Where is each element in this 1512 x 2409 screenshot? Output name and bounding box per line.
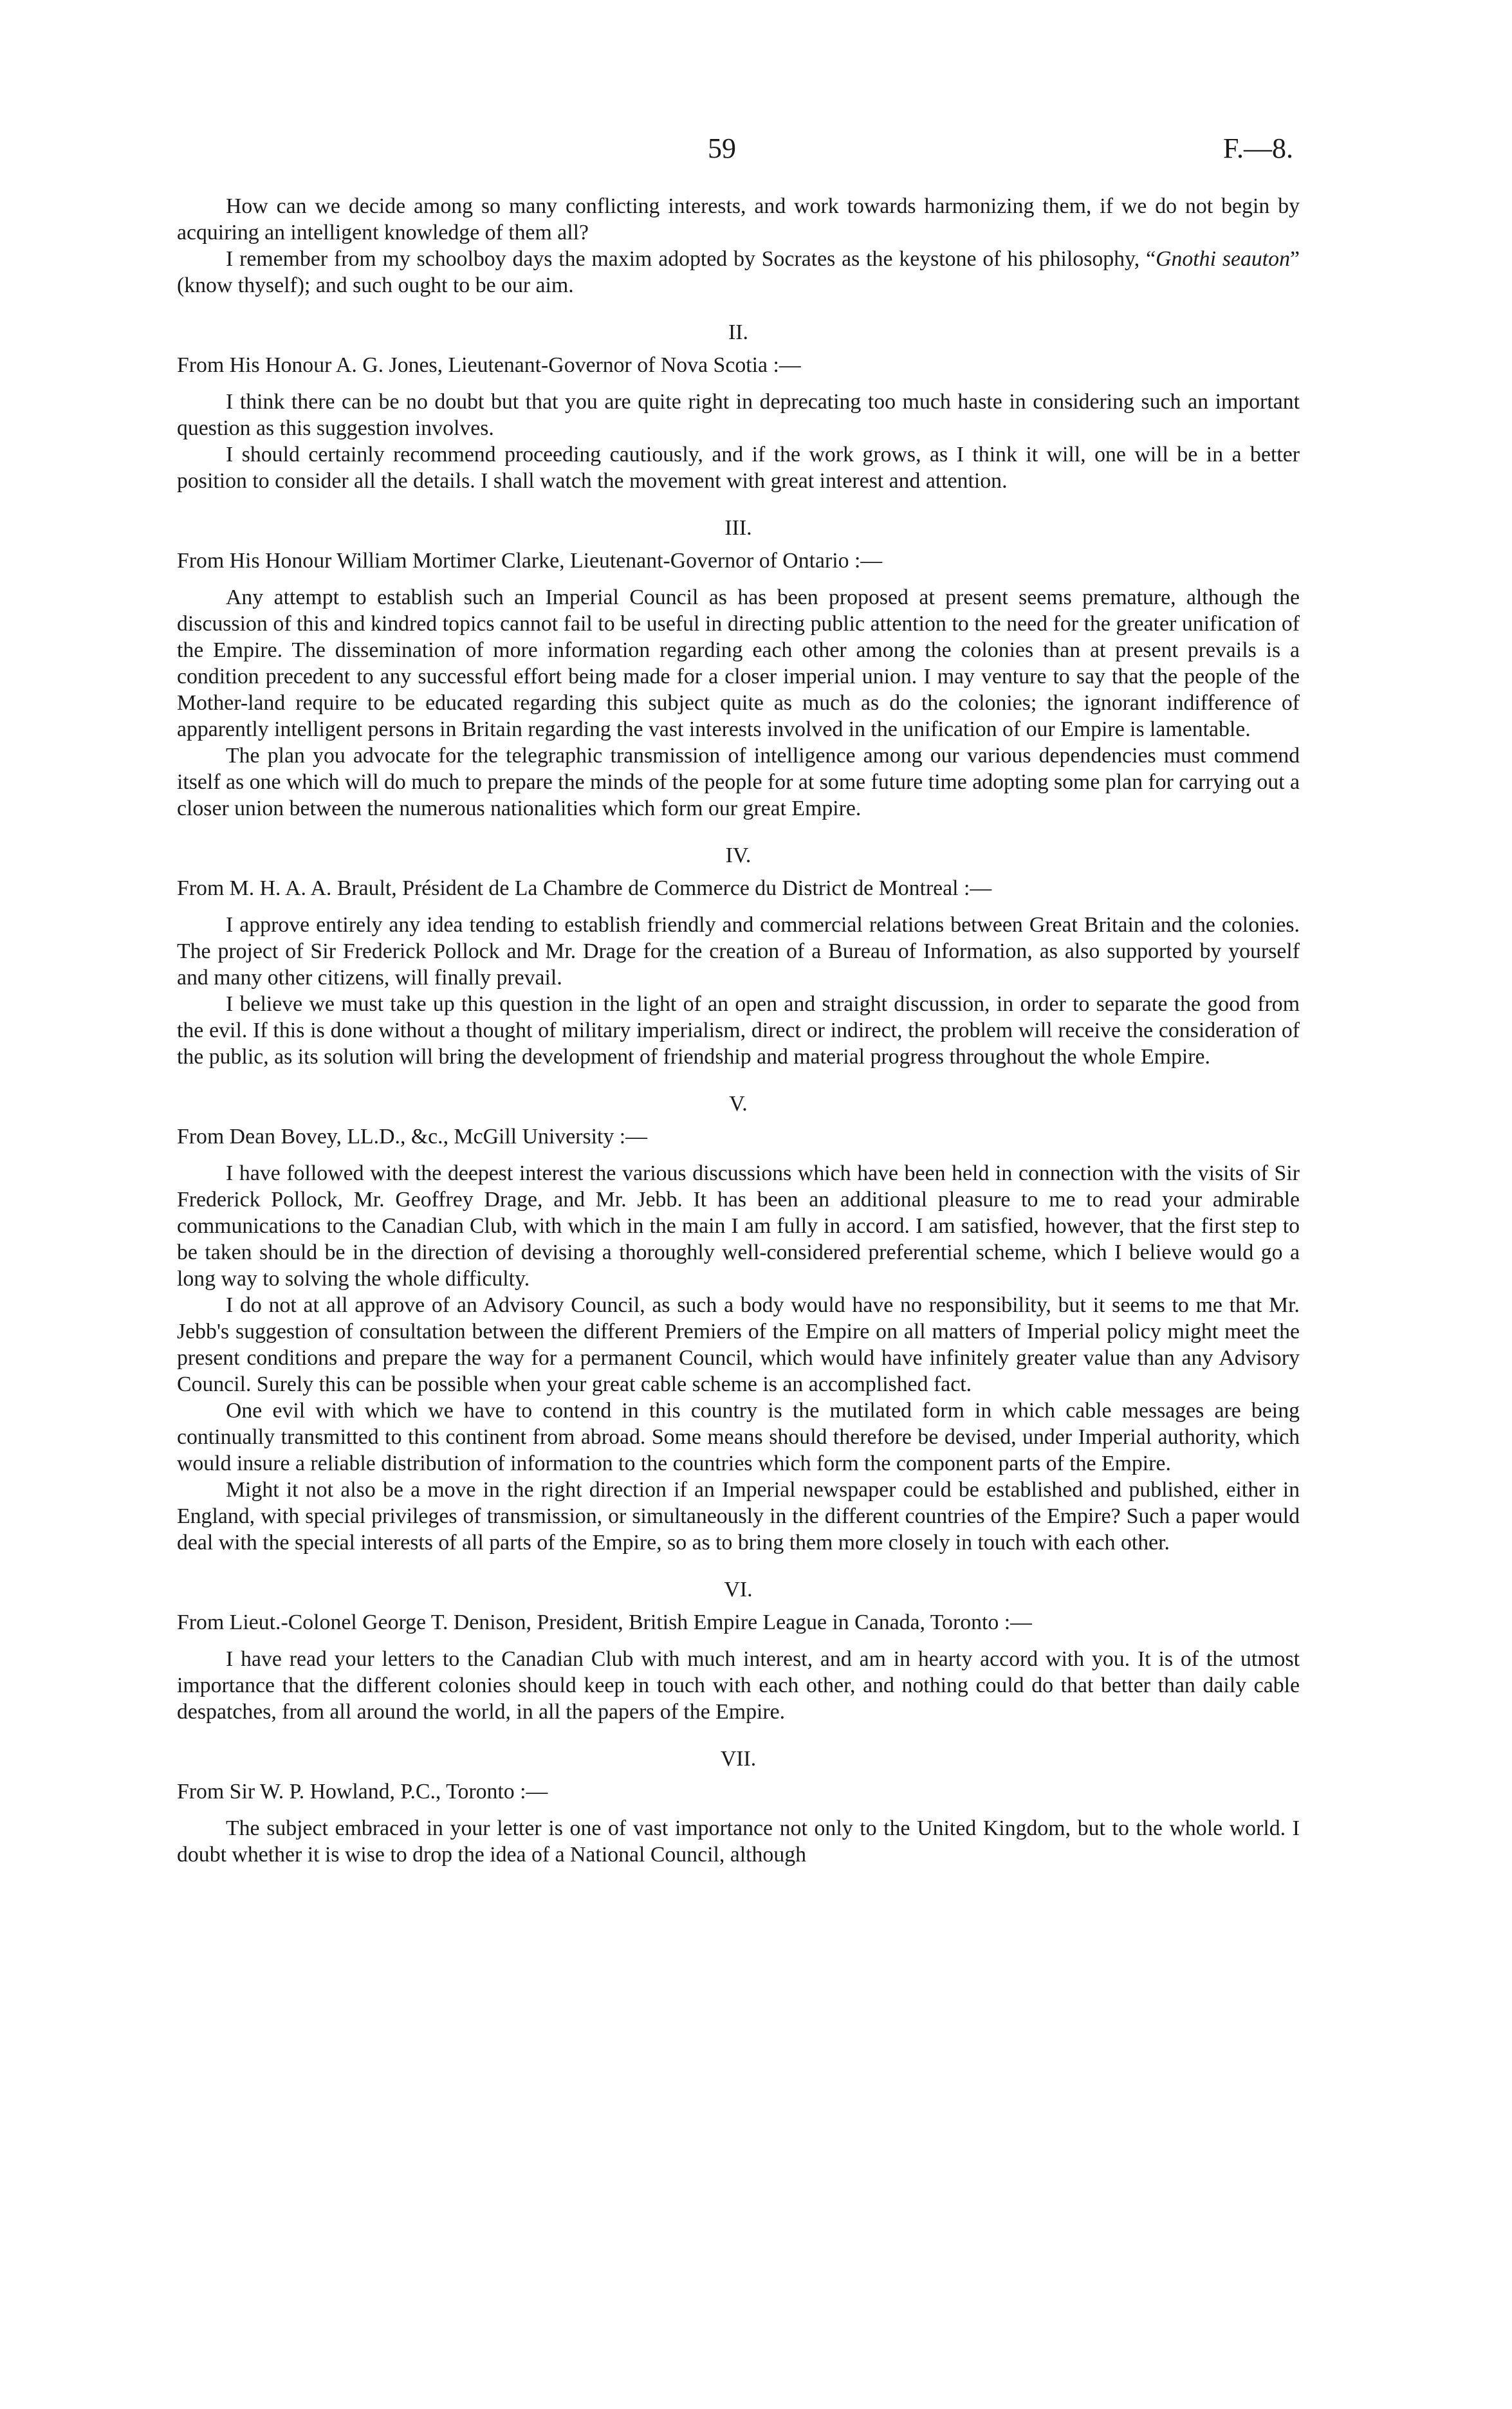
body-text xyxy=(177,193,1300,1868)
intro-paragraph xyxy=(177,246,1300,299)
letter-source: From His Honour A. G. Jones, Lieutenant-Governor of Nova Scotia :— xyxy=(177,353,801,377)
section-numeral: II. xyxy=(728,320,748,344)
letter-source: From Dean Bovey, LL.D., &c., McGill University :— xyxy=(177,1125,647,1149)
page-header xyxy=(0,132,1512,171)
section-numeral: V. xyxy=(729,1092,748,1116)
paragraph: I have followed with the deepest interest the various discussions which have been held in connection with the visits of Sir Frederick Pollock, Mr. Geoffrey Drage, and Mr. Jebb. It has been an additional pleasure to me to read your admirable communications to the Canadian Club, with which in the main I am fully in accord. I am satisfied, however, that the first step to be taken should be in the direction of devising a thoroughly well-considered preferential scheme, which I believe would go a long way to solving the whole difficulty. xyxy=(177,1161,1300,1291)
paragraph: I think there can be no doubt but that you are quite right in deprecating too much haste in considering such an important question as this suggestion involves. xyxy=(177,390,1300,440)
section-numeral: IV. xyxy=(725,844,751,867)
text-run: I remember from my schoolboy days the maxim adopted by Socrates as the keystone of his philosophy, “ xyxy=(226,247,1156,271)
letter-source: From Lieut.-Colonel George T. Denison, President, British Empire League in Canada, Toronto :— xyxy=(177,1611,1032,1634)
italic-phrase: Gnothi seauton xyxy=(1156,247,1290,271)
paragraph: I have read your letters to the Canadian Club with much interest, and am in hearty accord with you. It is of the utmost importance that the different colonies should keep in touch with each other, and nothing could do that better than daily cable despatches, from all around the world, in all the papers of the Empire. xyxy=(177,1647,1300,1724)
paragraph: I believe we must take up this question in the light of an open and straight discussion, in order to separate the good from the evil. If this is done without a thought of military imperialism, direct or indirect, the problem will receive the consideration of the public, as its solution will bring the development of friendship and material progress throughout the whole Empire. xyxy=(177,992,1300,1069)
text-run: ” (know thyself); and such ought to be our aim. xyxy=(177,247,1300,297)
paragraph: The plan you advocate for the telegraphic transmission of intelligence among our various dependencies must commend itself as one which will do much to prepare the minds of the people for at some future time adopting some plan for carrying out a closer union between the numerous nationalities which form our great Empire. xyxy=(177,744,1300,820)
letter-source: From Sir W. P. Howland, P.C., Toronto :— xyxy=(177,1780,548,1804)
paragraph: Might it not also be a move in the right direction if an Imperial newspaper could be established and published, either in England, with special privileges of transmission, or simultaneously in the different countries of the Empire? Such a paper would deal with the special interests of all parts of the Empire, so as to bring them more closely in touch with each other. xyxy=(177,1478,1300,1555)
section-numeral: III. xyxy=(724,516,752,540)
letter-source: From M. H. A. A. Brault, Président de La Chambre de Commerce du District de Montreal :— xyxy=(177,876,992,900)
paragraph: I approve entirely any idea tending to establish friendly and commercial relations between Great Britain and the colonies. The project of Sir Frederick Pollock and Mr. Drage for the creation of a Bureau of Information, as also supported by yourself and many other citizens, will finally prevail. xyxy=(177,913,1300,990)
paragraph: One evil with which we have to contend in this country is the mutilated form in which cable messages are being continually transmitted to this continent from abroad. Some means should therefore be devised, under Imperial authority, which would insure a reliable distribution of information to the countries which form the component parts of the Empire. xyxy=(177,1399,1300,1475)
section-numeral: VI. xyxy=(724,1578,753,1601)
document-code: F.—8. xyxy=(1223,133,1293,164)
letter-source: From His Honour William Mortimer Clarke, Lieutenant-Governor of Ontario :— xyxy=(177,549,883,573)
paragraph: The subject embraced in your letter is one of vast importance not only to the United Kingdom, but to the whole world. I doubt whether it is wise to drop the idea of a National Council, although xyxy=(177,1816,1300,1867)
page-number: 59 xyxy=(708,133,736,164)
intro-paragraph: How can we decide among so many conflicting interests, and work towards harmonizing them, if we do not begin by acquiring an intelligent knowledge of them all? xyxy=(177,194,1300,245)
paragraph: Any attempt to establish such an Imperial Council as has been proposed at present seems premature, although the discussion of this and kindred topics cannot fail to be useful in directing public attention to the need for the greater unification of the Empire. The dissemination of more information regarding each other among the colonies than at present prevails is a condition precedent to any successful effort being made for a closer imperial union. I may venture to say that the people of the Mother-land require to be educated regarding this subject quite as much as do the colonies; the ignorant indifference of apparently intelligent persons in Britain regarding the vast interests involved in the unification of our Empire is lamentable. xyxy=(177,586,1300,741)
paragraph: I do not at all approve of an Advisory Council, as such a body would have no responsibility, but it seems to me that Mr. Jebb's suggestion of consultation between the different Premiers of the Empire on all matters of Imperial policy might meet the present conditions and prepare the way for a permanent Council, which would have infinitely greater value than any Advisory Council. Surely this can be possible when your great cable scheme is an accomplished fact. xyxy=(177,1293,1300,1396)
paragraph: I should certainly recommend proceeding cautiously, and if the work grows, as I think it will, one will be in a better position to consider all the details. I shall watch the movement with great interest and attention. xyxy=(177,443,1300,493)
section-numeral: VII. xyxy=(720,1747,757,1771)
